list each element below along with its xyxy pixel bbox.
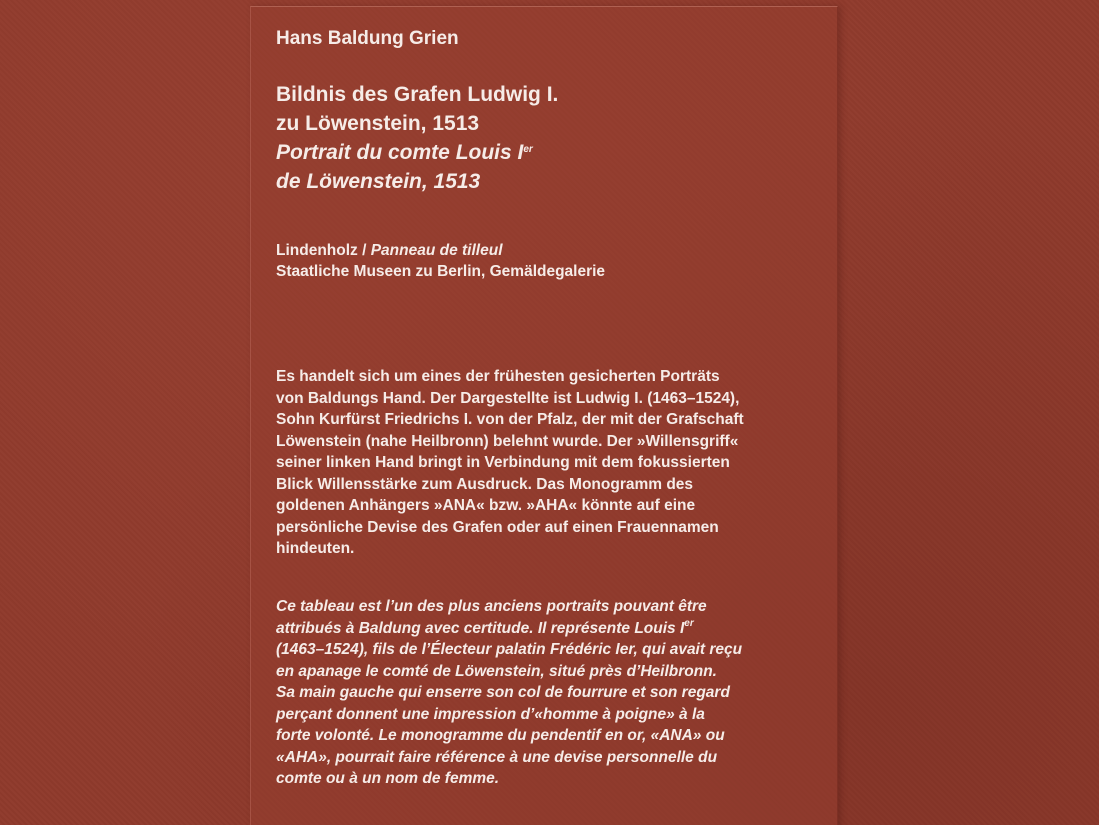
de-line: seiner linken Hand bringt in Verbindung mit dem fokussierten (276, 454, 730, 471)
de-line: von Baldungs Hand. Der Dargestellte ist Ludwig I. (1463–1524), (276, 389, 740, 407)
fr-line: perçant donnent une impression d’«homme à poigne» à la (276, 705, 705, 723)
fr-line: comte ou à un nom de femme. (276, 770, 500, 787)
artwork-title (276, 80, 836, 196)
material-separator: / (357, 242, 371, 259)
title-de-line-1: Bildnis des Grafen Ludwig I. (276, 83, 559, 106)
material-fr: Panneau de tilleul (370, 242, 503, 259)
title-fr-line-1-text: Portrait du comte Louis I (276, 141, 524, 164)
title-fr-line-2: de Löwenstein, 1513 (276, 170, 481, 193)
de-line: Löwenstein (nahe Heilbronn) belehnt wurde. Der »Willensgriff« (276, 432, 739, 450)
de-line: persönliche Devise des Grafen oder auf einen Frauennamen (276, 518, 719, 536)
description-french (276, 596, 836, 790)
title-fr-line-1 (276, 138, 836, 167)
artist-name (276, 27, 836, 51)
fr-line: forte volonté. Le monogramme du pendentif en or, «ANA» ou (276, 727, 725, 744)
materials-info (276, 240, 836, 282)
de-line: Blick Willensstärke zum Ausdruck. Das Monogramm des (276, 475, 694, 493)
material-de: Lindenholz (276, 242, 358, 259)
fr-line: Ce tableau est l’un des plus anciens portraits pouvant être (276, 598, 707, 615)
fr-line: en apanage le comté de Löwenstein, situé près d’Heilbronn. (276, 662, 717, 680)
de-line: hindeuten. (276, 540, 355, 557)
title-fr-superscript: er (523, 144, 533, 155)
de-line: goldenen Anhängers »ANA« bzw. »AHA« könnte auf eine (276, 497, 696, 514)
fr-line: Sa main gauche qui enserre son col de fourrure et son regard (276, 684, 730, 701)
fr-line-text: attribués à Baldung avec certitude. Il représente Louis I (276, 619, 685, 637)
collection-line: Staatliche Museen zu Berlin, Gemäldegalerie (276, 263, 606, 280)
title-de-line-2: zu Löwenstein, 1513 (276, 112, 480, 135)
fr-superscript: er (684, 617, 694, 629)
de-line: Es handelt sich um eines der frühesten gesicherten Porträts (276, 368, 720, 385)
artist-name-text: Hans Baldung Grien (276, 28, 459, 49)
description-german (276, 366, 836, 560)
de-line: Sohn Kurfürst Friedrichs I. von der Pfalz, der mit der Grafschaft (276, 411, 744, 428)
material-line (276, 240, 836, 261)
fr-line: «AHA», pourrait faire référence à une devise personnelle du (276, 748, 718, 766)
fr-line (276, 618, 836, 640)
fr-line: (1463–1524), fils de l’Électeur palatin Frédéric Ier, qui avait reçu (276, 641, 743, 658)
